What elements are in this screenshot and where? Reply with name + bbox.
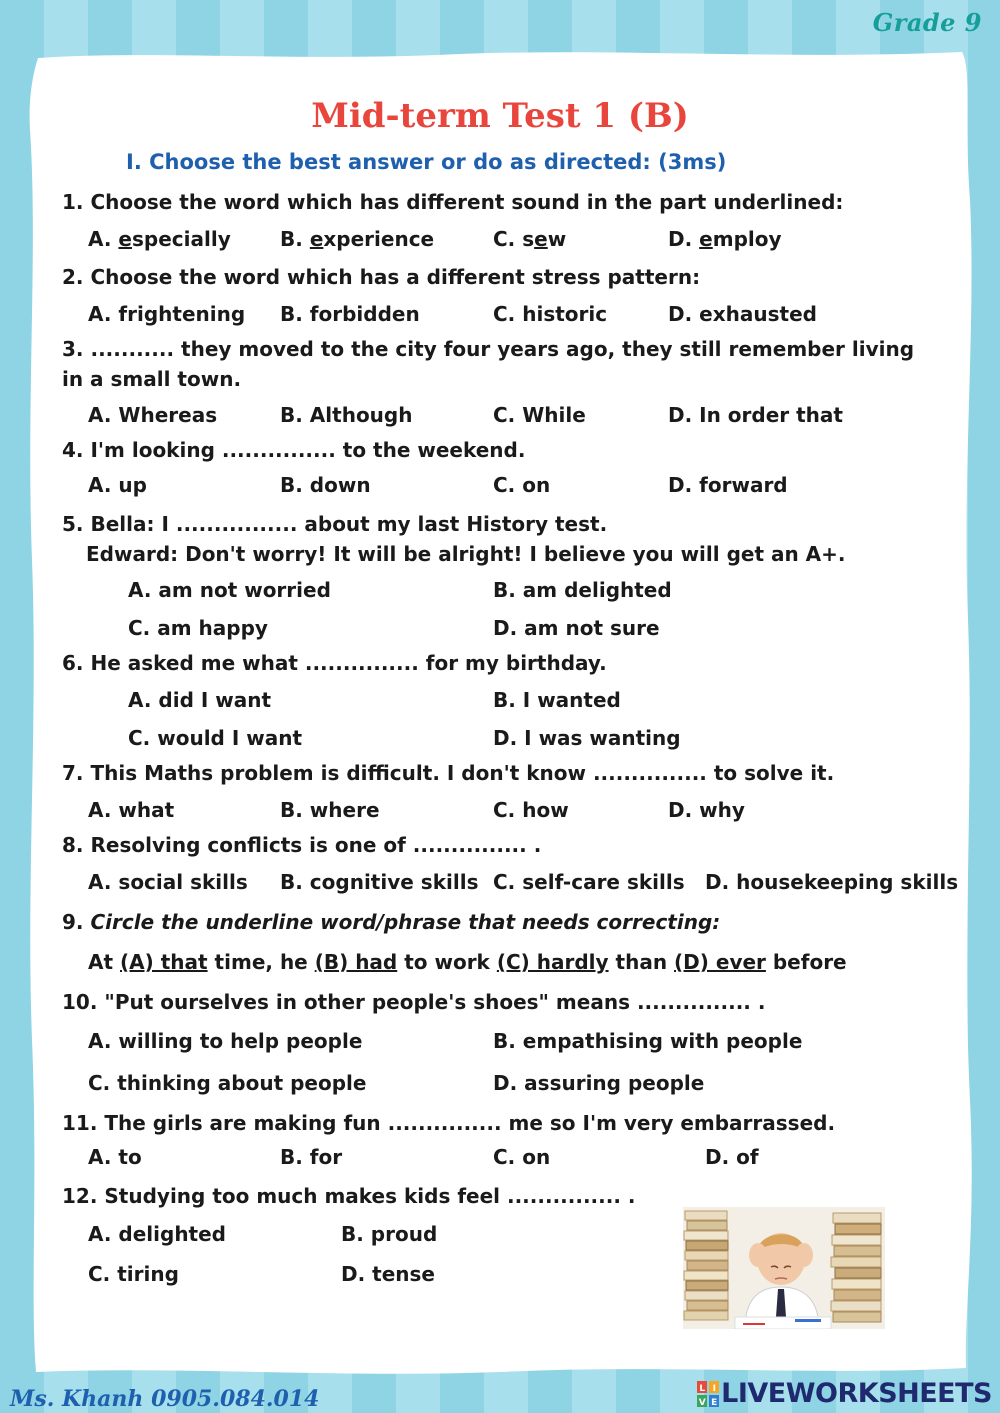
q4-option-c[interactable]: C. on <box>493 473 551 497</box>
q9-option-c[interactable]: (C) hardly <box>496 950 609 974</box>
q10-option-b[interactable]: B. empathising with people <box>493 1029 803 1053</box>
q3-option-d[interactable]: D. In order that <box>668 403 843 427</box>
liveworksheets-logo-icon <box>697 1381 719 1407</box>
page-title: Mid-term Test 1 (B) <box>311 96 689 136</box>
q7-option-c[interactable]: C. how <box>493 798 569 822</box>
q1-option-d[interactable]: D. employ <box>668 227 782 251</box>
q1-option-c[interactable]: C. sew <box>493 227 567 251</box>
q3-option-c[interactable]: C. While <box>493 403 586 427</box>
q5-option-a[interactable]: A. am not worried <box>128 578 331 602</box>
q3-option-b[interactable]: B. Although <box>280 403 413 427</box>
book-stack-right-icon <box>831 1213 881 1322</box>
question-5-dialogue: Edward: Don't worry! It will be alright! I believe you will get an A+. <box>86 542 846 566</box>
grade-label: Grade 9 <box>872 8 982 37</box>
liveworksheets-brand[interactable] <box>697 1378 992 1409</box>
question-9-instruction: Circle the underline word/phrase that needs correcting: <box>90 910 721 934</box>
q7-option-d[interactable]: D. why <box>668 798 745 822</box>
q2-option-d[interactable]: D. exhausted <box>668 302 817 326</box>
q8-option-a[interactable]: A. social skills <box>88 870 248 894</box>
q4-option-a[interactable]: A. up <box>88 473 147 497</box>
q12-option-c[interactable]: C. tiring <box>88 1262 179 1286</box>
q9-option-a[interactable]: (A) that <box>120 950 208 974</box>
q6-option-d[interactable]: D. I was wanting <box>493 726 681 750</box>
q10-option-c[interactable]: C. thinking about people <box>88 1071 367 1095</box>
q5-option-c[interactable]: C. am happy <box>128 616 268 640</box>
q11-option-b[interactable]: B. for <box>280 1145 343 1169</box>
q6-option-c[interactable]: C. would I want <box>128 726 303 750</box>
q10-option-d[interactable]: D. assuring people <box>493 1071 705 1095</box>
question-9: 9. Circle the underline word/phrase that needs correcting: <box>62 910 721 934</box>
q12-option-a[interactable]: A. delighted <box>88 1222 226 1246</box>
q8-option-b[interactable]: B. cognitive skills <box>280 870 479 894</box>
logo-letter-v: V <box>698 1397 706 1407</box>
author-credit: Ms. Khanh 0905.084.014 <box>10 1386 320 1412</box>
q9-option-b[interactable]: (B) had <box>314 950 398 974</box>
q2-option-b[interactable]: B. forbidden <box>280 302 420 326</box>
q1-option-a[interactable]: A. especially <box>88 227 231 251</box>
q5-option-d[interactable]: D. am not sure <box>493 616 660 640</box>
question-8: 8. Resolving conflicts is one of ............... . <box>62 833 542 857</box>
q1-option-b[interactable]: B. experience <box>280 227 435 251</box>
logo-letter-i: I <box>712 1383 716 1394</box>
q6-option-a[interactable]: A. did I want <box>128 688 272 712</box>
q10-option-a[interactable]: A. willing to help people <box>88 1029 363 1053</box>
question-1: 1. Choose the word which has different sound in the part underlined: <box>62 190 844 214</box>
q5-option-b[interactable]: B. am delighted <box>493 578 672 602</box>
liveworksheets-wordmark: LIVEWORKSHEETS <box>721 1378 992 1409</box>
q12-option-d[interactable]: D. tense <box>341 1262 435 1286</box>
question-11: 11. The girls are making fun ............... me so I'm very embarrassed. <box>62 1111 836 1135</box>
q11-option-d[interactable]: D. of <box>705 1145 759 1169</box>
q2-option-a[interactable]: A. frightening <box>88 302 246 326</box>
q7-option-a[interactable]: A. what <box>88 798 175 822</box>
q9-sentence: At (A) that time, he (B) had to work (C) hardly than (D) ever before <box>88 950 847 974</box>
q6-option-b[interactable]: B. I wanted <box>493 688 621 712</box>
stressed-student-illustration <box>683 1207 885 1329</box>
q4-option-b[interactable]: B. down <box>280 473 371 497</box>
question-4: 4. I'm looking ............... to the weekend. <box>62 438 526 462</box>
q11-option-a[interactable]: A. to <box>88 1145 142 1169</box>
q7-option-b[interactable]: B. where <box>280 798 380 822</box>
question-2: 2. Choose the word which has a different stress pattern: <box>62 265 701 289</box>
q2-option-c[interactable]: C. historic <box>493 302 608 326</box>
question-5: 5. Bella: I ................ about my last History test. <box>62 512 608 536</box>
q12-option-b[interactable]: B. proud <box>341 1222 438 1246</box>
logo-letter-l: L <box>699 1383 705 1394</box>
q11-option-c[interactable]: C. on <box>493 1145 551 1169</box>
q8-option-c[interactable]: C. self-care skills <box>493 870 685 894</box>
question-3: 3. ........... they moved to the city four years ago, they still remember living in a small town. <box>62 337 915 391</box>
q4-option-d[interactable]: D. forward <box>668 473 788 497</box>
question-7: 7. This Maths problem is difficult. I don't know ............... to solve it. <box>62 761 835 785</box>
section-heading: I. Choose the best answer or do as directed: (3ms) <box>126 150 727 174</box>
book-stack-left-icon <box>684 1211 728 1320</box>
q8-option-d[interactable]: D. housekeeping skills <box>705 870 959 894</box>
question-10: 10. "Put ourselves in other people's shoes" means ............... . <box>62 990 766 1014</box>
q9-option-d[interactable]: (D) ever <box>674 950 766 974</box>
question-12: 12. Studying too much makes kids feel ............... . <box>62 1184 636 1208</box>
q3-option-a[interactable]: A. Whereas <box>88 403 218 427</box>
logo-letter-e: E <box>711 1397 717 1407</box>
question-6: 6. He asked me what ............... for my birthday. <box>62 651 607 675</box>
